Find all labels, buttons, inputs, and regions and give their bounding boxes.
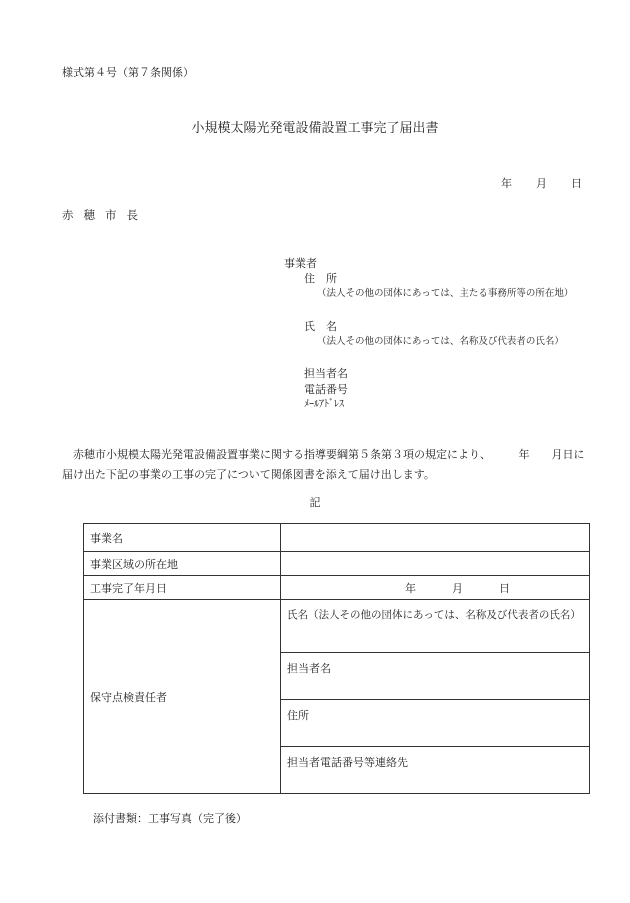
mp-contact-label: 担当者名 [287, 662, 331, 675]
maintenance-person-label: 保守点検責任者 [84, 600, 281, 794]
completion-year: 年 [405, 581, 416, 595]
table-row [84, 600, 590, 653]
document-title: 小規模太陽光発電設備設置工事完了届出書 [191, 121, 439, 136]
mp-contact-field[interactable] [281, 653, 590, 700]
table-row [84, 576, 590, 600]
contact-person-label: 担当者名 [304, 367, 348, 380]
date-year-label: 年 [501, 177, 512, 190]
body-paragraph: 赤穂市小規模太陽光発電設備設置事業に関する指導要綱第５条第３項の規定により、 年 月日に届け出た下記の事業の工事の完了について関係図書を添えて届け出します。 [62, 448, 585, 481]
submission-date [501, 178, 582, 189]
date-day-label: 日 [571, 177, 582, 190]
mp-phone-label: 担当者電話番号等連絡先 [287, 756, 408, 769]
completion-month: 月 [452, 581, 463, 595]
completion-day: 日 [499, 581, 510, 595]
address-note: （法人その他の団体にあっては、主たる事務所等の所在地） [317, 288, 574, 299]
project-location-label: 事業区域の所在地 [84, 552, 281, 576]
table-row [84, 524, 590, 552]
project-name-label: 事業名 [84, 524, 281, 552]
name-label: 氏 名 [304, 320, 337, 333]
completion-date-value[interactable] [281, 576, 590, 600]
mp-name-field[interactable] [281, 600, 590, 653]
address-label: 住 所 [304, 272, 337, 285]
table-row [84, 552, 590, 576]
addressee: 赤穂市長 [62, 208, 148, 222]
mp-name-label: 氏名（法人その他の団体にあっては、名称及び代表者の氏名） [287, 609, 581, 621]
date-month-label: 月 [536, 177, 547, 190]
form-number: 様式第４号（第７条関係） [62, 66, 194, 79]
applicant-heading: 事業者 [284, 257, 317, 270]
project-location-value[interactable] [281, 552, 590, 576]
mp-phone-field[interactable] [281, 747, 590, 794]
phone-label: 電話番号 [304, 383, 348, 396]
attachments-note: 添付書類：工事写真（完了後） [93, 812, 247, 825]
project-name-value[interactable] [281, 524, 590, 552]
project-info-table [83, 523, 590, 794]
completion-date-label: 工事完了年月日 [84, 576, 281, 600]
mp-address-label: 住所 [287, 709, 309, 722]
email-label: ﾒｰﾙｱﾄﾞﾚｽ [304, 399, 344, 410]
name-note: （法人その他の団体にあっては、名称及び代表者の氏名） [317, 336, 564, 347]
record-label: 記 [309, 496, 321, 509]
mp-address-field[interactable] [281, 700, 590, 747]
